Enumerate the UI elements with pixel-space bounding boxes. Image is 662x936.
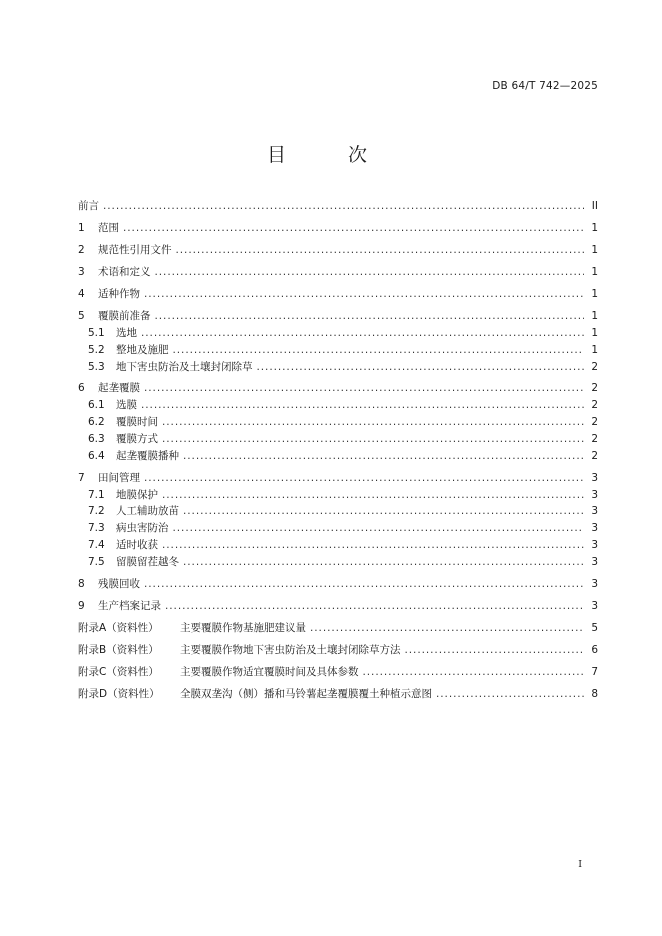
toc-leader-dots bbox=[310, 620, 584, 637]
toc-entry-number: 6.3 bbox=[88, 432, 105, 445]
toc-entry-page: 5 bbox=[591, 621, 598, 634]
toc-entry[interactable] bbox=[78, 264, 598, 281]
toc-entry-number: 6.1 bbox=[88, 399, 105, 412]
toc-leader-dots bbox=[123, 220, 584, 237]
toc-entry-page: II bbox=[591, 200, 598, 212]
toc-entry-page: 1 bbox=[591, 244, 598, 256]
toc-entry-page: 1 bbox=[591, 343, 598, 356]
toc-leader-dots bbox=[183, 448, 584, 465]
toc-leader-dots bbox=[155, 308, 585, 325]
toc-entry-title: 覆膜前准备 bbox=[98, 310, 151, 322]
toc-entry[interactable] bbox=[78, 554, 598, 571]
toc-entry-number: 2 bbox=[78, 244, 85, 256]
toc-entry-page: 1 bbox=[591, 266, 598, 278]
toc-leader-dots bbox=[162, 487, 584, 504]
toc-entry[interactable] bbox=[78, 664, 598, 681]
toc-entry[interactable] bbox=[78, 503, 598, 520]
toc-entry-number: 4 bbox=[78, 288, 85, 300]
toc-entry-title: 地膜保护 bbox=[116, 488, 158, 501]
toc-entry-page: 3 bbox=[591, 471, 598, 484]
toc-entry-title: 残膜回收 bbox=[98, 577, 140, 590]
toc-entry-title: 覆膜方式 bbox=[116, 432, 158, 445]
toc-entry-title: 全膜双垄沟（侧）播和马铃薯起垄覆膜覆土种植示意图 bbox=[180, 687, 432, 700]
toc-entry[interactable] bbox=[78, 359, 598, 376]
toc-leader-dots bbox=[141, 397, 584, 414]
toc-entry[interactable] bbox=[78, 448, 598, 465]
toc-entry-title: 起垄覆膜播种 bbox=[116, 449, 179, 462]
toc-entry-number: 7.1 bbox=[88, 488, 105, 501]
toc-entry-page: 3 bbox=[591, 505, 598, 518]
toc-entry-page: 2 bbox=[591, 432, 598, 445]
toc-entry-title: 术语和定义 bbox=[98, 266, 151, 278]
toc-heading: 目 次 bbox=[266, 144, 396, 166]
toc-entry-title: 主要覆膜作物基施肥建议量 bbox=[180, 621, 306, 634]
toc-entry-page: 3 bbox=[591, 522, 598, 535]
toc-entry-number: 附录A（资料性） bbox=[78, 621, 159, 634]
toc-entry[interactable] bbox=[78, 520, 598, 537]
toc-entry[interactable] bbox=[78, 431, 598, 448]
toc-entry-title: 选膜 bbox=[116, 399, 137, 412]
toc-entry-title: 起垄覆膜 bbox=[98, 382, 140, 395]
toc-entry-number: 6.2 bbox=[88, 416, 105, 429]
toc-entry-page: 6 bbox=[591, 643, 598, 656]
toc-entry-title: 人工辅助放苗 bbox=[116, 505, 179, 518]
toc-entry-page: 2 bbox=[591, 416, 598, 429]
toc-leader-dots bbox=[183, 554, 584, 571]
toc-entry[interactable] bbox=[78, 642, 598, 659]
toc-entry-title: 前言 bbox=[78, 200, 99, 212]
toc-entry-title: 整地及施肥 bbox=[116, 343, 169, 356]
toc-entry[interactable] bbox=[78, 220, 598, 237]
toc-leader-dots bbox=[165, 598, 584, 615]
toc-leader-dots bbox=[141, 325, 584, 342]
toc-leader-dots bbox=[144, 576, 584, 593]
toc-entry[interactable] bbox=[78, 308, 598, 325]
toc-leader-dots bbox=[363, 664, 585, 681]
toc-entry[interactable] bbox=[78, 286, 598, 303]
toc-leader-dots bbox=[173, 342, 585, 359]
toc-entry-number: 5 bbox=[78, 310, 85, 322]
toc-entry[interactable] bbox=[78, 686, 598, 703]
toc-entry-title: 病虫害防治 bbox=[116, 522, 169, 535]
toc-entry-page: 1 bbox=[591, 288, 598, 300]
toc-entry-number: 7 bbox=[78, 471, 85, 484]
toc-entry-title: 田间管理 bbox=[98, 471, 140, 484]
toc-entry[interactable] bbox=[78, 397, 598, 414]
toc-entry-number: 7.3 bbox=[88, 522, 105, 535]
toc-entry-page: 2 bbox=[591, 399, 598, 412]
page-number: I bbox=[578, 859, 582, 870]
toc-entry-number: 附录D（资料性） bbox=[78, 687, 160, 700]
toc-entry-number: 7.4 bbox=[88, 538, 105, 551]
toc-leader-dots bbox=[436, 686, 584, 703]
toc-entry-number: 7.5 bbox=[88, 555, 105, 568]
toc-entry-title: 主要覆膜作物适宜覆膜时间及具体参数 bbox=[180, 665, 359, 678]
toc-leader-dots bbox=[257, 359, 585, 376]
toc-entry-page: 3 bbox=[591, 538, 598, 551]
toc-entry-page: 3 bbox=[591, 488, 598, 501]
toc-leader-dots bbox=[155, 264, 585, 281]
toc-entry[interactable] bbox=[78, 487, 598, 504]
toc-entry-number: 6.4 bbox=[88, 449, 105, 462]
toc-entry-number: 附录C（资料性） bbox=[78, 665, 159, 678]
toc-entry[interactable] bbox=[78, 342, 598, 359]
toc-entry[interactable] bbox=[78, 470, 598, 487]
toc-leader-dots bbox=[144, 286, 584, 303]
toc-leader-dots bbox=[162, 431, 584, 448]
toc-entry[interactable] bbox=[78, 325, 598, 342]
toc-entry[interactable] bbox=[78, 242, 598, 259]
toc-entry-number: 5.3 bbox=[88, 360, 105, 373]
toc-entry-title: 主要覆膜作物地下害虫防治及土壤封闭除草方法 bbox=[180, 643, 401, 656]
toc-entry-page: 8 bbox=[591, 687, 598, 700]
toc-entry[interactable] bbox=[78, 198, 598, 215]
toc-leader-dots bbox=[183, 503, 584, 520]
toc-entry-number: 6 bbox=[78, 382, 85, 395]
toc-entry-title: 留膜留茬越冬 bbox=[116, 555, 179, 568]
document-code: DB 64/T 742—2025 bbox=[492, 80, 598, 92]
toc-entry-page: 2 bbox=[591, 382, 598, 395]
toc-entry[interactable] bbox=[78, 620, 598, 637]
toc-entry-page: 2 bbox=[591, 360, 598, 373]
toc-entry-page: 7 bbox=[591, 665, 598, 678]
toc-leader-dots bbox=[144, 470, 584, 487]
toc-leader-dots bbox=[405, 642, 585, 659]
toc-entry-title: 范围 bbox=[98, 222, 119, 234]
toc-entry-number: 8 bbox=[78, 577, 85, 590]
toc-entry-title: 覆膜时间 bbox=[116, 416, 158, 429]
toc-entry[interactable] bbox=[78, 537, 598, 554]
toc-entry-title: 适种作物 bbox=[98, 288, 140, 300]
toc-leader-dots bbox=[173, 520, 585, 537]
toc-entry-page: 3 bbox=[591, 577, 598, 590]
toc-leader-dots bbox=[162, 414, 584, 431]
toc-entry-title: 选地 bbox=[116, 327, 137, 339]
toc-entry-page: 3 bbox=[591, 599, 598, 612]
toc-entry-number: 5.2 bbox=[88, 343, 105, 356]
toc-leader-dots bbox=[162, 537, 584, 554]
toc-entry-number: 3 bbox=[78, 266, 85, 278]
toc-leader-dots bbox=[176, 242, 585, 259]
toc-entry-title: 适时收获 bbox=[116, 538, 158, 551]
toc-entry-number: 9 bbox=[78, 599, 85, 612]
toc-leader-dots bbox=[103, 198, 584, 215]
toc-entry-page: 1 bbox=[591, 222, 598, 234]
toc-entry-number: 7.2 bbox=[88, 505, 105, 518]
toc-entry-page: 2 bbox=[591, 449, 598, 462]
toc-entry-title: 生产档案记录 bbox=[98, 599, 161, 612]
toc-entry-number: 5.1 bbox=[88, 327, 105, 339]
toc-entry[interactable] bbox=[78, 576, 598, 593]
toc-entry-title: 规范性引用文件 bbox=[98, 244, 172, 256]
toc-entry[interactable] bbox=[78, 380, 598, 397]
toc-entry-page: 1 bbox=[591, 310, 598, 322]
toc-entry-page: 1 bbox=[591, 327, 598, 339]
toc-entry-title: 地下害虫防治及土壤封闭除草 bbox=[116, 360, 253, 373]
toc-entry-number: 1 bbox=[78, 222, 85, 234]
toc-entry-number: 附录B（资料性） bbox=[78, 643, 159, 656]
table-of-contents bbox=[78, 198, 598, 703]
toc-entry[interactable] bbox=[78, 414, 598, 431]
toc-entry[interactable] bbox=[78, 598, 598, 615]
toc-leader-dots bbox=[144, 380, 584, 397]
toc-entry-page: 3 bbox=[591, 555, 598, 568]
